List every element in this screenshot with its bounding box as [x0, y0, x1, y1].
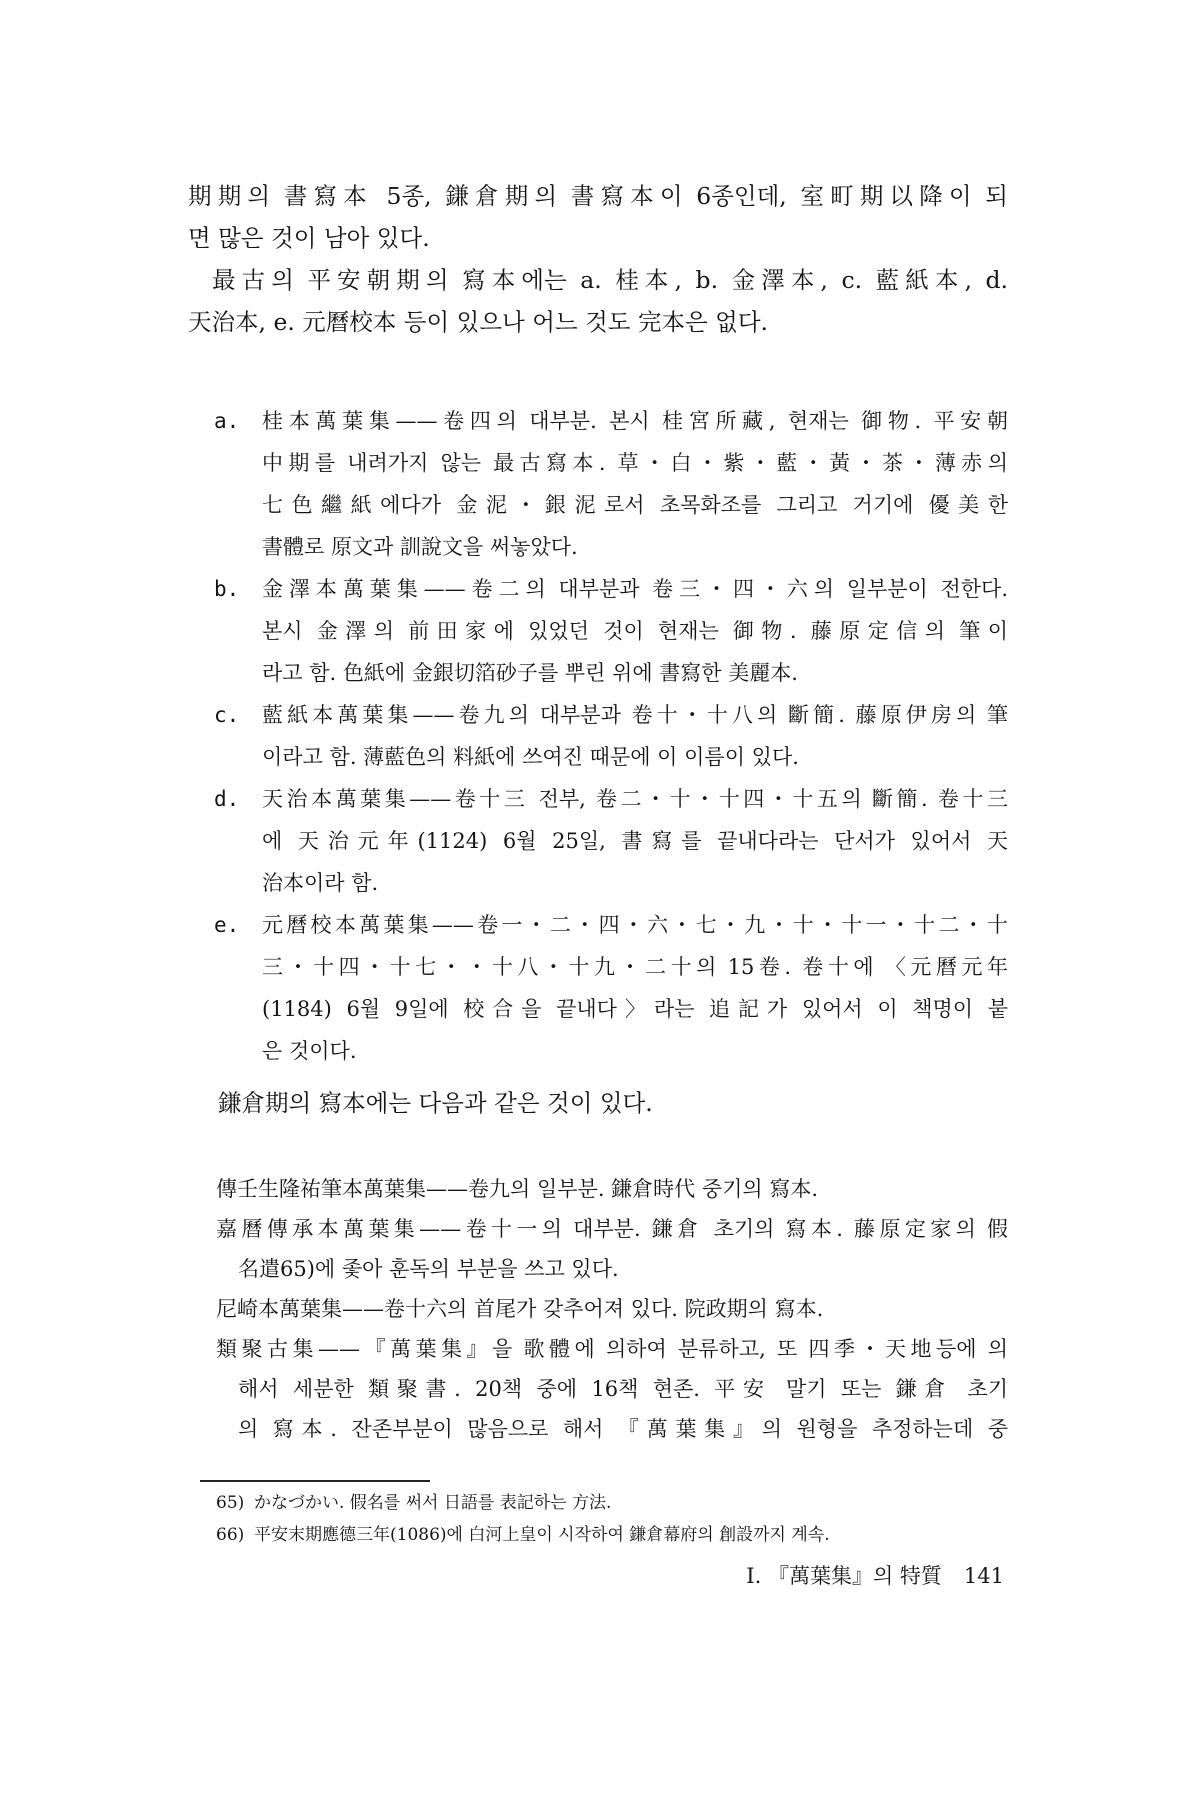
entry-line: 中期를 내려가지 않는 最古寫本. 草・白・紫・藍・黃・茶・薄赤의	[262, 451, 1008, 475]
entry-line: 嘉曆傳承本萬葉集——卷十一의 대부분. 鎌倉 초기의 寫本. 藤原定家의 假	[216, 1217, 1008, 1241]
entry-line: 尼崎本萬葉集——卷十六의 首尾가 갖추어져 있다. 院政期의 寫本.	[216, 1297, 824, 1321]
intro-paragraph-2	[188, 259, 1008, 343]
entry-line: 라고 함. 色紙에 金銀切箔砂子를 뿌린 위에 書寫한 美麗本.	[262, 661, 798, 685]
footnote-number: 65)	[216, 1493, 245, 1513]
entry-line: 書體로 原文과 訓說文을 써놓았다.	[262, 535, 578, 559]
manuscript-entry-e	[214, 904, 1008, 1072]
entry-line: 天治本萬葉集——卷十三 전부, 卷二・十・十四・十五의 斷簡. 卷十三	[262, 787, 1008, 811]
entry-line: 桂本萬葉集——卷四의 대부분. 본시 桂宮所藏, 현재는 御物. 平安朝	[262, 409, 1008, 433]
entry-line: 名遣65)에 좇아 훈독의 부분을 쓰고 있다.	[238, 1257, 619, 1281]
entry-marker: e.	[214, 913, 240, 937]
entry-line: 의 寫本. 잔존부분이 많음으로 해서 『萬葉集』의 원형을 추정하는데 중	[238, 1417, 1008, 1441]
manuscript-entry-a	[214, 400, 1008, 568]
footnote-text: 平安末期應德三年(1086)에 白河上皇이 시작하여 鎌倉幕府의 創設까지 계속.	[254, 1525, 830, 1545]
entry-line: 三・十四・十七・・十八・十九・二十의 15卷. 卷十에 〈元曆元年	[262, 955, 1008, 979]
entry-line: 金澤本萬葉集——卷二의 대부분과 卷三・四・六의 일부분이 전한다.	[262, 577, 1008, 601]
manuscript-entry-b	[214, 568, 1008, 694]
intro-line: 期期의 書寫本 5종, 鎌倉期의 書寫本이 6종인데, 室町期以降이 되	[188, 182, 1008, 210]
kamakura-entry	[216, 1329, 1008, 1449]
footnote-text: かなづかい. 假名를 써서 日語를 表記하는 方法.	[254, 1493, 612, 1513]
kamakura-heading: 鎌倉期의 寫本에는 다음과 같은 것이 있다.	[218, 1089, 653, 1117]
entry-line: 藍紙本萬葉集——卷九의 대부분과 卷十・十八의 斷簡. 藤原伊房의 筆	[262, 703, 1008, 727]
footnote-65	[216, 1487, 1008, 1519]
entry-line: 類聚古集——『萬葉集』을 歌體에 의하여 분류하고, 또 四季・天地등에 의	[216, 1337, 1008, 1361]
intro-line: 天治本, e. 元曆校本 등이 있으나 어느 것도 完本은 없다.	[188, 308, 768, 336]
intro-line: 最古의 平安朝期의 寫本에는 a. 桂本, b. 金澤本, c. 藍紙本, d.	[212, 266, 1008, 294]
footnote-divider	[200, 1480, 430, 1482]
kamakura-entry	[216, 1289, 1008, 1329]
intro-line: 면 많은 것이 남아 있다.	[188, 224, 430, 252]
heian-manuscript-list	[214, 400, 1008, 1072]
section-title: I. 『萬葉集』의 特質	[746, 1564, 942, 1588]
entry-line: 治本이라 함.	[262, 871, 379, 895]
footnote-number: 66)	[216, 1525, 245, 1545]
page-number: 141	[963, 1564, 1004, 1588]
footnotes	[216, 1487, 1008, 1551]
intro-paragraph-1	[188, 175, 1008, 259]
kamakura-manuscript-list	[216, 1169, 1008, 1449]
kamakura-entry	[216, 1209, 1008, 1289]
entry-line: 元曆校本萬葉集——卷一・二・四・六・七・九・十・十一・十二・十	[262, 913, 1008, 937]
entry-line: 七色繼紙에다가 金泥・銀泥로서 초목화조를 그리고 거기에 優美한	[262, 493, 1008, 517]
entry-line: 傳壬生隆祐筆本萬葉集——卷九의 일부분. 鎌倉時代 중기의 寫本.	[216, 1177, 819, 1201]
manuscript-entry-d	[214, 778, 1008, 904]
entry-marker: c.	[214, 703, 240, 727]
entry-marker: b.	[214, 577, 240, 601]
entry-line: 이라고 함. 薄藍色의 料紙에 쓰여진 때문에 이 이름이 있다.	[262, 745, 799, 769]
entry-line: (1184) 6월 9일에 校合을 끝내다〉라는 追記가 있어서 이 책명이 붙	[262, 997, 1008, 1021]
running-footer	[746, 1558, 1004, 1594]
entry-marker: a.	[214, 409, 240, 433]
entry-line: 본시 金澤의 前田家에 있었던 것이 현재는 御物. 藤原定信의 筆이	[262, 619, 1008, 643]
kamakura-entry	[216, 1169, 1008, 1209]
entry-marker: d.	[214, 787, 240, 811]
footnote-66	[216, 1519, 1008, 1551]
manuscript-entry-c	[214, 694, 1008, 778]
entry-line: 해서 세분한 類聚書. 20책 중에 16책 현존. 平安 말기 또는 鎌倉 초기	[238, 1377, 1008, 1401]
entry-line: 은 것이다.	[262, 1039, 357, 1063]
entry-line: 에 天治元年(1124) 6월 25일, 書寫를 끝내다라는 단서가 있어서 天	[262, 829, 1008, 853]
